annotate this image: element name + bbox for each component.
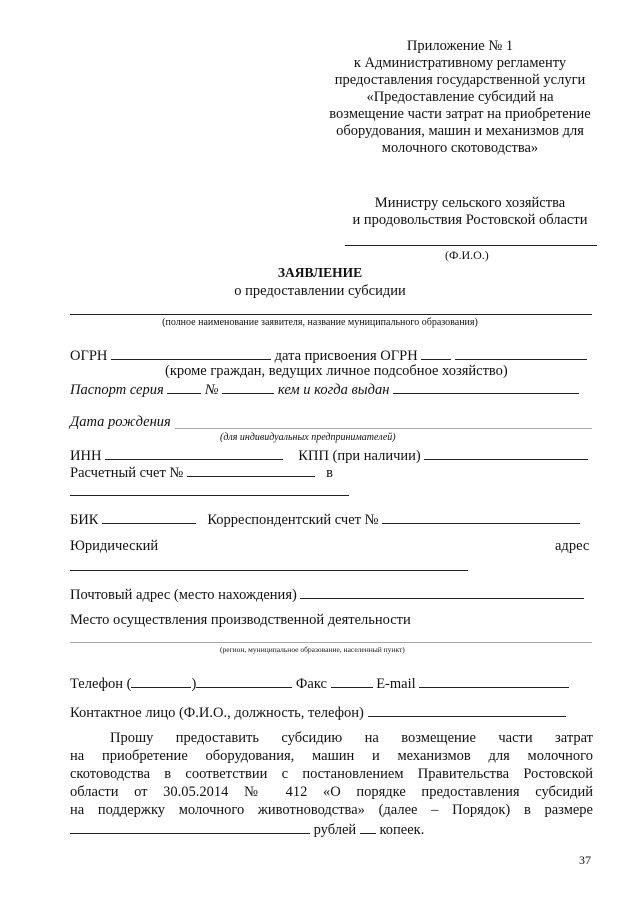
bik-row	[70, 510, 580, 529]
header-line: «Предоставление субсидий на	[366, 89, 554, 105]
applicant-caption: (полное наименование заявителя, название муниципального образования)	[162, 317, 478, 328]
body-line: скотоводства в соответствии с постановлением Правительства Ростовской	[70, 766, 593, 782]
inn-field[interactable]	[105, 446, 283, 460]
amount-row	[70, 820, 424, 839]
kpp-label: КПП (при наличии)	[298, 448, 421, 464]
fax-label: Факс	[295, 676, 327, 692]
body-line: области от 30.05.2014 № 412 «О порядке предоставления субсидий	[70, 784, 593, 800]
contact-row	[70, 703, 566, 722]
contact-field[interactable]	[368, 703, 566, 717]
ogrn-date-label: дата присвоения ОГРН	[274, 348, 418, 364]
header-line: возмещение части затрат на приобретение	[329, 106, 591, 122]
account-row	[70, 463, 333, 482]
phone-label: Телефон (	[70, 676, 132, 692]
activity-caption: (регион, муниципальное образование, населенный пункт)	[220, 645, 405, 654]
addressee-line1: Министру сельского хозяйства	[374, 195, 566, 211]
appendix-header	[300, 38, 620, 157]
bik-label: БИК	[70, 512, 99, 528]
header-line: Приложение № 1	[406, 38, 514, 54]
bik-field[interactable]	[102, 510, 196, 524]
account-in-label: в	[326, 465, 334, 481]
activity-place-label: Место осуществления производственной деятельности	[70, 612, 411, 628]
email-field[interactable]	[419, 674, 569, 688]
passport-row	[70, 380, 579, 399]
fio-line[interactable]	[345, 245, 597, 246]
corr-account-field[interactable]	[382, 510, 580, 524]
ogrn-date-field[interactable]	[455, 346, 587, 360]
applicant-name-line[interactable]	[70, 314, 592, 315]
header-line: молочного скотоводства»	[381, 140, 539, 156]
passport-series-field[interactable]	[167, 380, 201, 394]
ogrn-note: (кроме граждан, ведущих личное подсобное хозяйство)	[165, 363, 508, 379]
header-line: к Административному регламенту	[353, 55, 567, 71]
phone-close: )	[191, 676, 197, 692]
birth-date-label: Дата рождения	[70, 414, 171, 430]
account-field[interactable]	[187, 463, 315, 477]
account-label: Расчетный счет №	[70, 465, 184, 481]
inn-label: ИНН	[70, 448, 102, 464]
body-line: на поддержку молочного животноводства» (далее – Порядок) в размере	[70, 802, 593, 818]
fax-field[interactable]	[331, 674, 373, 688]
addressee-line2: и продовольствия Ростовской области	[352, 212, 588, 228]
rubles-label: рублей	[313, 822, 357, 838]
birth-date-field[interactable]	[175, 428, 592, 429]
addressee	[330, 195, 610, 229]
kpp-field[interactable]	[424, 446, 588, 460]
passport-series-label: Паспорт серия	[70, 382, 164, 398]
phone-row	[70, 674, 569, 693]
legal-address-label-end: адрес	[555, 538, 590, 554]
postal-field[interactable]	[300, 585, 584, 599]
contact-label: Контактное лицо (Ф.И.О., должность, телефон)	[70, 705, 364, 721]
document-title: ЗАЯВЛЕНИЕ	[277, 265, 363, 280]
passport-issued-field[interactable]	[393, 380, 579, 394]
birth-date-row	[70, 414, 171, 431]
bank-name-line[interactable]	[70, 495, 349, 496]
ogrn-label: ОГРН	[70, 348, 108, 364]
header-line: оборудования, машин и механизмов для	[336, 123, 584, 139]
ogrn-date-day-field[interactable]	[421, 346, 451, 360]
passport-issued-label: кем и когда выдан	[277, 382, 390, 398]
ogrn-field[interactable]	[111, 346, 271, 360]
legal-address-field[interactable]	[70, 570, 468, 571]
legal-address-label: Юридический	[70, 538, 159, 554]
activity-place-field[interactable]	[70, 642, 592, 643]
phone-code-field[interactable]	[131, 674, 191, 688]
passport-no-field[interactable]	[222, 380, 274, 394]
body-line: на приобретение оборудования, машин и механизмов для молочного	[70, 748, 593, 764]
phone-field[interactable]	[196, 674, 292, 688]
fio-caption: (Ф.И.О.)	[445, 248, 489, 262]
email-label: E-mail	[376, 676, 416, 692]
rubles-field[interactable]	[70, 820, 310, 834]
postal-label: Почтовый адрес (место нахождения)	[70, 587, 297, 603]
page-number: 37	[579, 853, 591, 867]
document-subtitle: о предоставлении субсидии	[234, 283, 406, 299]
body-line: Прошу предоставить субсидию на возмещение части затрат	[110, 730, 593, 746]
kopecks-field[interactable]	[360, 820, 376, 834]
header-line: предоставления государственной услуги	[334, 72, 586, 88]
postal-row	[70, 585, 584, 604]
passport-no-label: №	[204, 382, 219, 398]
corr-account-label: Корреспондентский счет №	[207, 512, 379, 528]
kopecks-label: копеек.	[379, 822, 425, 838]
ip-note: (для индивидуальных предпринимателей)	[220, 432, 396, 443]
